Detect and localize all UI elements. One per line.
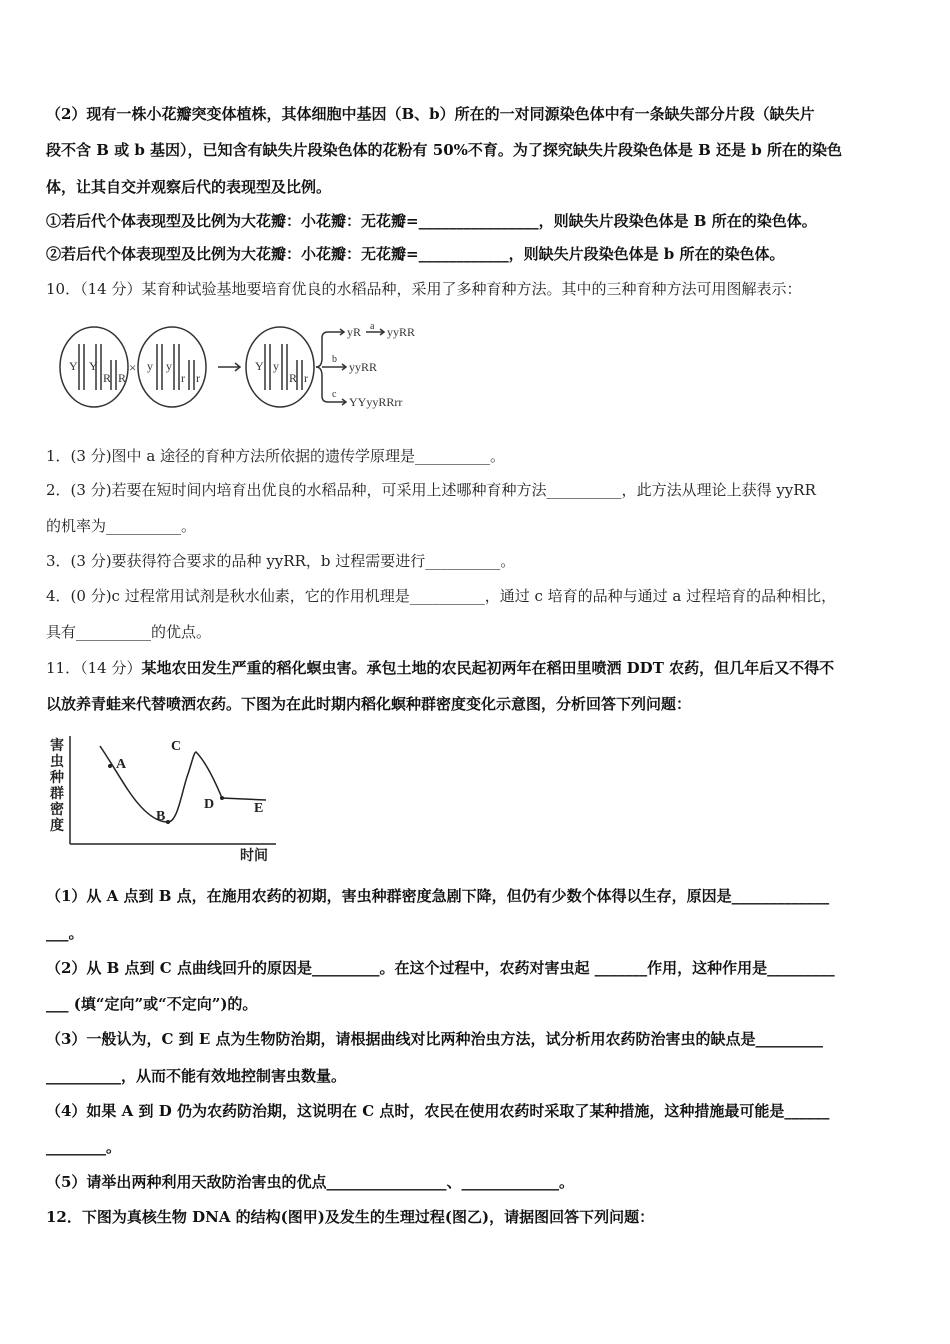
branch-c-end: YYyyRRrr [349,395,403,409]
q11-stem-text: 某地农田发生严重的稻化螟虫害。承包土地的农民起初两年在稻田里喷洒 DDT 农药，但几年后又不得不 [141,659,835,677]
cell2-gene-left: y [147,359,153,373]
breeding-diagram [56,322,436,412]
q11-part1-line1: （1）从 A 点到 B 点，在施用农药的初期，害虫种群密度急剧下降，但仍有少数个体得以生存，原因是_____________ [46,887,830,905]
point-e-label: E [254,801,264,816]
cell1-gene-r2: R [118,371,127,385]
q10-sub2-line2: 的机率为__________。 [46,517,197,535]
q11-part3-line2: __________，从而不能有效地控制害虫数量。 [46,1067,347,1085]
q9-option-2: ②若后代个体表现型及比例为大花瓣：小花瓣：无花瓣=____________，则缺失片段染色体是 b 所在的染色体。 [46,245,785,263]
x-axis-label: 时间 [240,849,268,864]
q11-part1-line2: ___。 [46,924,84,942]
q10-sub3: 3．(3 分)要获得符合要求的品种 yyRR，b 过程需要进行__________。 [46,552,516,570]
population-density-graph [44,730,284,866]
y-label-char3: 种 [50,771,64,786]
point-d-label: D [204,797,215,812]
branch-a-start: yR [347,325,362,339]
q11-part3-line1: （3）一般认为，C 到 E 点为生物防治期，请根据曲线对比两种治虫方法，试分析用农药防治害虫的缺点是_________ [46,1030,823,1048]
q9-part2-line1: （2）现有一株小花瓣突变体植株，其体细胞中基因（B、b）所在的一对同源染色体中有一条缺失部分片段（缺失片 [46,105,815,123]
q9-part2-line3: 体，让其自交并观察后代的表现型及比例。 [46,178,332,196]
cell2-gene-mid: y [166,359,172,373]
q11-part4-line2: ________。 [46,1138,122,1156]
y-label-char6: 度 [50,819,64,834]
q10-sub4-line1: 4．(0 分)c 过程常用试剂是秋水仙素，它的作用机理是__________，通过 c 培育的品种与通过 a 过程培育的品种相比， [46,587,837,605]
cell3-gene-r2: r [304,371,308,385]
branch-a-label: a [370,322,375,332]
q11-part2-line2: ___ (填“定向”或“不定向”)的。 [46,995,258,1013]
cell1-gene-left: Y [69,359,78,373]
q11-number: 11．（14 分） [46,659,142,677]
q10-sub4-line2: 具有__________的优点。 [46,623,212,641]
cell3-gene-left: Y [255,359,264,373]
y-label-char1: 害 [50,739,64,754]
q11-part5: （5）请举出两种利用天敌防治害虫的优点________________、_____________。 [46,1173,574,1191]
cell1-gene-r: R [103,371,112,385]
cell3-gene-r: R [289,371,298,385]
branch-b-label: b [332,354,337,365]
q9-part2-line2: 段不含 B 或 b 基因），已知含有缺失片段染色体的花粉有 50%不育。为了探究缺失片段染色体是 B 还是 b 所在的染色 [46,141,842,159]
branch-a-end: yyRR [387,325,416,339]
cell2-gene-r2: r [196,371,200,385]
point-a-label: A [116,757,127,772]
y-label-char2: 虫 [50,755,64,770]
branch-b-end: yyRR [349,360,378,374]
point-b-label: B [156,809,166,824]
cell1-gene-mid: Y [89,359,98,373]
q11-part4-line1: （4）如果 A 到 D 仍为农药防治期，这说明在 C 点时，农民在使用农药时采取了某种措施，这种措施最可能是______ [46,1102,830,1120]
q12-stem: 12．下图为真核生物 DNA 的结构(图甲)及发生的生理过程(图乙)，请据图回答下列问题： [46,1208,655,1226]
q9-option-1: ①若后代个体表现型及比例为大花瓣：小花瓣：无花瓣=________________，则缺失片段染色体是 B 所在的染色体。 [46,212,817,230]
branch-c-label: c [332,389,337,400]
q11-stem-line1 [46,658,908,678]
q11-stem-line2: 以放养青蛙来代替喷洒农药。下图为在此时期内稻化螟种群密度变化示意图，分析回答下列问题： [46,695,692,713]
q10-sub1: 1．(3 分)图中 a 途径的育种方法所依据的遗传学原理是__________。 [46,447,506,465]
point-c-label: C [171,739,182,754]
cell3-gene-mid: y [273,359,279,373]
y-label-char4: 群 [50,787,64,802]
q10-sub2-line1: 2．(3 分)若要在短时间内培育出优良的水稻品种，可采用上述哪种育种方法__________，此方法从理论上获得 yyRR [46,481,816,499]
y-label-char5: 密 [50,803,64,818]
cross-symbol: × [129,360,137,375]
q11-part2-line1: （2）从 B 点到 C 点曲线回升的原因是_________。在这个过程中，农药对害虫起 _______作用，这种作用是_________ [46,959,835,977]
q10-stem: 10．（14 分）某育种试验基地要培育优良的水稻品种，采用了多种育种方法。其中的三种育种方法可用图解表示： [46,280,802,298]
cell2-gene-r: r [181,371,185,385]
